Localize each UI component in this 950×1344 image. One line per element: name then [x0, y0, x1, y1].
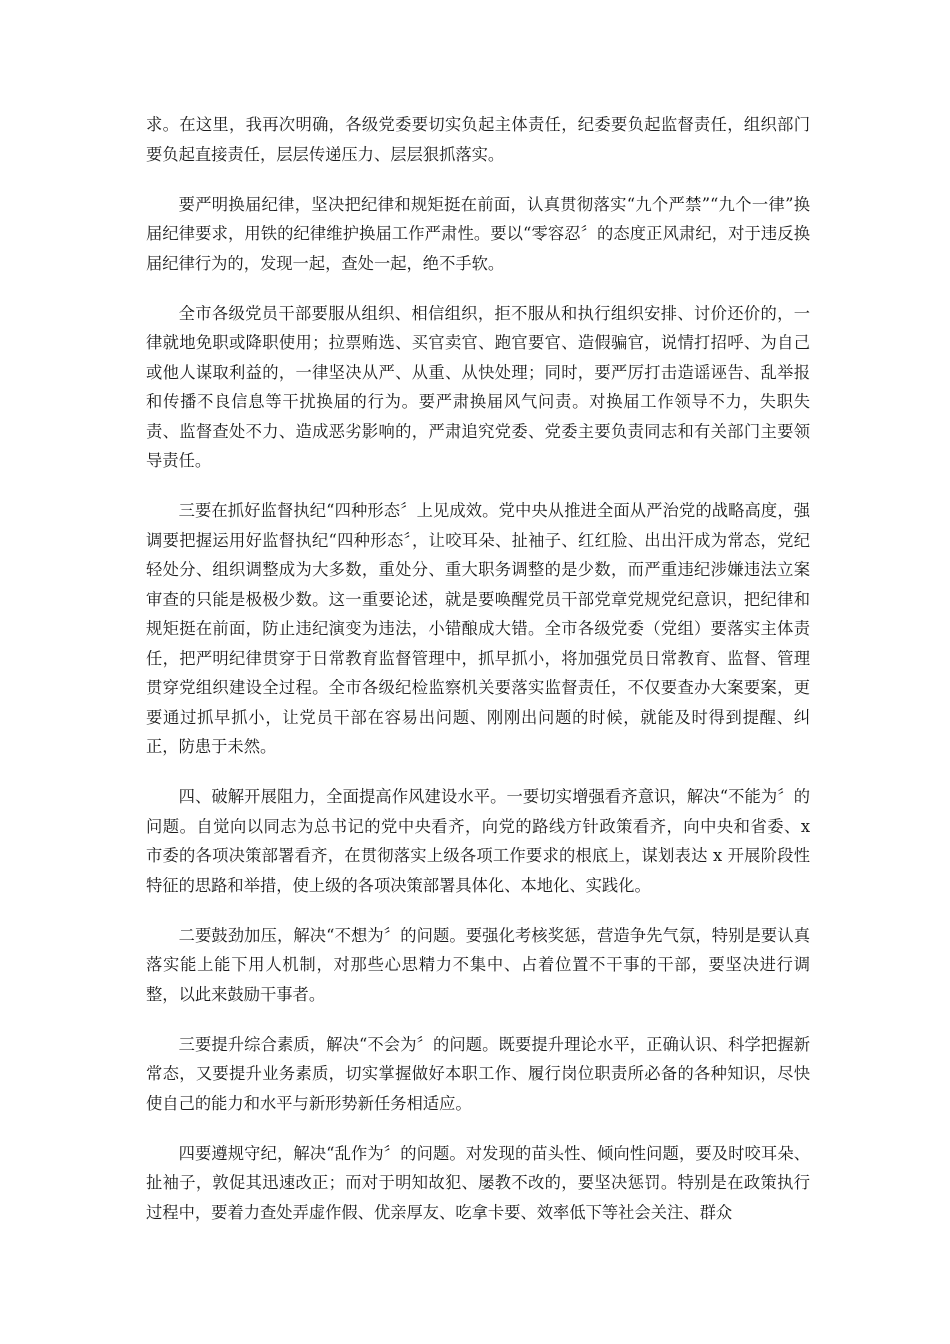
paragraph-8: 四要遵规守纪，解决“乱作为〞的问题。对发现的苗头性、倾向性问题，要及时咬耳朵、扯袖子，敦促其迅速改正；而对于明知故犯、屡教不改的，要坚决惩罚。特别是在政策执行过程中，要着力查处弄虚作假、优亲厚友、吃拿卡要、效率低下等社会关注、群众: [146, 1143, 810, 1222]
paragraph-5: 四、破解开展阻力，全面提高作风建设水平。一要切实增强看齐意识，解决“不能为〞的问题。自觉向以同志为总书记的党中央看齐，向党的路线方针政策看齐，向中央和省委、x 市委的各项决策部署看齐，在贯彻落实上级各项工作要求的根底上，谋划表达 x 开展阶段性特征的思路和举措，使上级的各项决策部署具体化、本地化、实践化。: [146, 787, 810, 895]
paragraph-2: 要严明换届纪律，坚决把纪律和规矩挺在前面，认真贯彻落实“九个严禁”“九个一律”换届纪律要求，用铁的纪律维护换届工作严肃性。要以“零容忍〞的态度正风肃纪，对于违反换届纪律行为的，发现一起，查处一起，绝不手软。: [146, 194, 810, 273]
document-page: [146, 110, 810, 1248]
paragraph-1: 求。在这里，我再次明确，各级党委要切实负起主体责任，纪委要负起监督责任，组织部门要负起直接责任，层层传递压力、层层狠抓落实。: [146, 115, 810, 164]
paragraph-3: 全市各级党员干部要服从组织、相信组织，拒不服从和执行组织安排、讨价还价的，一律就地免职或降职使用；拉票贿选、买官卖官、跑官要官、造假骗官，说情打招呼、为自己或他人谋取利益的，一律坚决从严、从重、从快处理；同时，要严厉打击造谣诬告、乱举报和传播不良信息等干扰换届的行为。要严肃换届风气问责。对换届工作领导不力，失职失责、监督查处不力、造成恶劣影响的，严肃追究党委、党委主要负责同志和有关部门主要领导责任。: [146, 303, 810, 470]
paragraph-6: 二要鼓劲加压，解决“不想为〞的问题。要强化考核奖惩，营造争先气氛，特别是要认真落实能上能下用人机制，对那些心思精力不集中、占着位置不干事的干部，要坚决进行调整，以此来鼓励干事者。: [146, 925, 810, 1004]
paragraph-7: 三要提升综合素质，解决“不会为〞的问题。既要提升理论水平，正确认识、科学把握新常态，又要提升业务素质，切实掌握做好本职工作、履行岗位职责所必备的各种知识，尽快使自己的能力和水平与新形势新任务相适应。: [146, 1034, 810, 1113]
paragraph-4: 三要在抓好监督执纪“四种形态〞上见成效。党中央从推进全面从严治党的战略高度，强调要把握运用好监督执纪“四种形态〞，让咬耳朵、扯袖子、红红脸、出出汗成为常态，党纪轻处分、组织调整成为大多数，重处分、重大职务调整的是少数，而严重违纪涉嫌违法立案审查的只能是极极少数。这一重要论述，就是要唤醒党员干部党章党规党纪意识，把纪律和规矩挺在前面，防止违纪演变为违法，小错酿成大错。全市各级党委（党组）要落实主体责任，把严明纪律贯穿于日常教育监督管理中，抓早抓小，将加强党员日常教育、监督、管理贯穿党组织建设全过程。全市各级纪检监察机关要落实监督责任，不仅要查办大案要案，更要通过抓早抓小，让党员干部在容易出问题、刚刚出问题的时候，就能及时得到提醒、纠正，防患于未然。: [146, 501, 810, 756]
